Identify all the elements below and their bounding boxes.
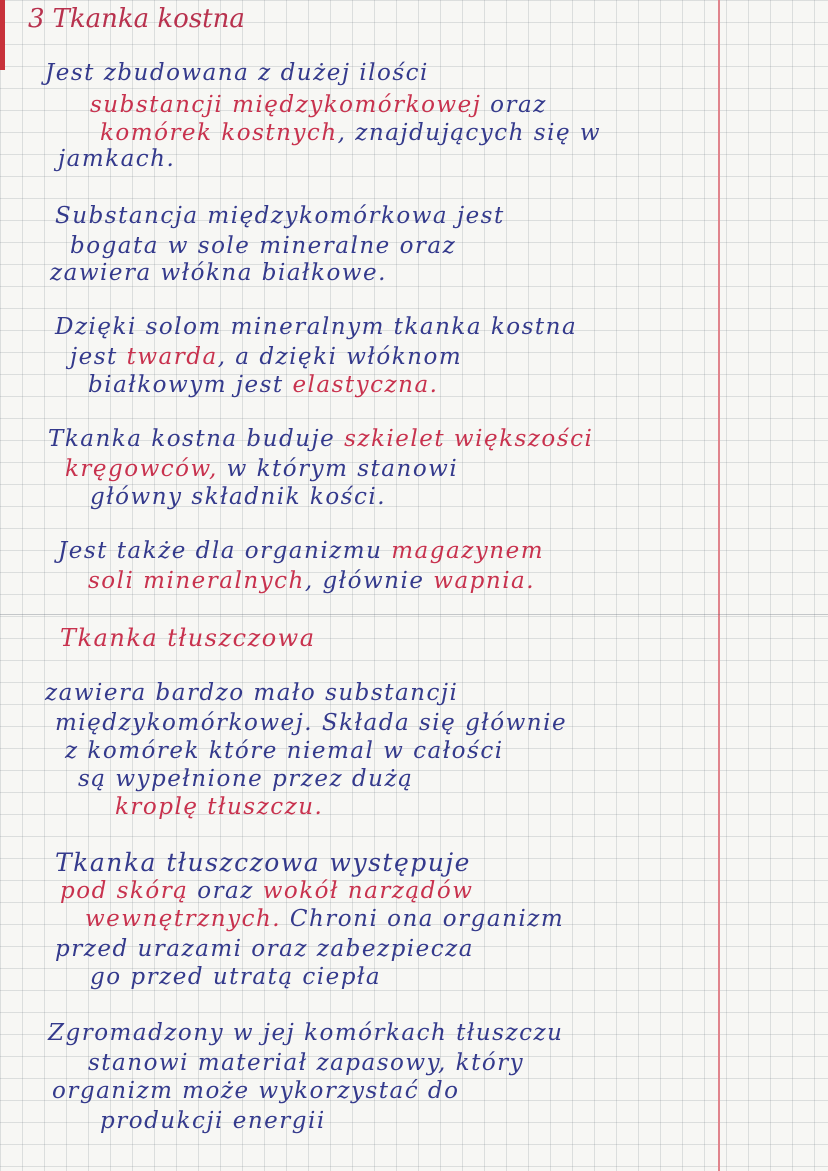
s1-p5-line1-b: magazynem [391,538,545,564]
s1-p5-line2-a: soli mineralnych [88,568,305,594]
s2-p2-line5: go przed utratą ciepła [90,964,382,990]
s2-p2-line3 [85,908,564,931]
s2-p2-line4: przed urazami oraz zabezpiecza [55,936,474,962]
s1-p4-line2-a: kręgowców, [65,456,218,482]
section1-title-text: Tkanka kostna [52,4,245,34]
s1-p3-line2 [70,346,462,369]
binder-edge-mark [0,0,5,70]
s2-p3-line2: stanowi materiał zapasowy, który [88,1050,525,1076]
s2-p1-line2: międzykomórkowej. Składa się głównie [55,710,568,736]
s2-p3-line1: Zgromadzony w jej komórkach tłuszczu [48,1020,564,1046]
s2-p2-line2-b: oraz [197,878,254,904]
s1-p1-line2-blue: oraz [490,92,547,118]
s1-p1-line3 [100,122,601,145]
s1-p3-line3-b: elastyczna. [292,372,439,398]
s1-p1-line4: jamkach. [58,146,176,172]
s1-p3-line2-b: twarda [126,344,218,370]
s1-p3-line2-c: , a dzięki włóknom [217,344,463,370]
page-divider [0,614,828,615]
s1-p4-line2-b: w którym stanowi [226,456,459,482]
s2-p2-line2 [60,880,473,903]
s1-p3-line3 [88,374,439,397]
s1-p3-line1: Dzięki solom mineralnym tkanka kostna [55,314,578,340]
section1-number: 3 [28,4,45,34]
s2-p3-line3: organizm może wykorzystać do [52,1078,460,1104]
s1-p1-line3-blue: , znajdujących się w [337,120,602,146]
margin-line [718,0,720,1171]
s1-p4-line2 [65,458,458,481]
s2-p2-line2-c: wokół narządów [262,878,474,904]
s1-p5-line1 [58,540,544,563]
s1-p2-line1: Substancja międzykomórkowa jest [55,203,505,229]
s1-p5-line2-b: , głównie [304,568,425,594]
s2-p2-line3-b: Chroni ona organizm [289,906,565,932]
s1-p3-line2-a: jest [70,344,118,370]
s1-p2-line3: zawiera włókna białkowe. [50,260,387,286]
s1-p4-line3: główny składnik kości. [90,484,387,510]
s1-p4-line1-b: szkielet większości [344,426,594,452]
s1-p4-line1-a: Tkanka kostna buduje [48,426,336,452]
s2-p1-line4: są wypełnione przez dużą [78,766,414,792]
s1-p1-line1: Jest zbudowana z dużej ilości [45,60,429,86]
s1-p5-line1-a: Jest także dla organizmu [58,538,383,564]
s2-p2-line1: Tkanka tłuszczowa występuje [55,848,471,877]
s2-p2-line3-a: wewnętrznych. [85,906,282,932]
s2-p1-line5: kroplę tłuszczu. [115,794,324,820]
s1-p1-line2 [90,94,547,117]
section2-title: Tkanka tłuszczowa [60,624,316,652]
s1-p1-line2-red: substancji międzykomórkowej [90,92,482,118]
s1-p1-line3-red: komórek kostnych [100,120,338,146]
s2-p1-line1: zawiera bardzo mało substancji [45,680,459,706]
s1-p4-line1 [48,428,593,451]
s1-p5-line2-c: wapnia. [433,568,536,594]
s1-p5-line2 [88,570,535,593]
s1-p3-line3-a: białkowym jest [88,372,284,398]
s2-p3-line4: produkcji energii [100,1108,326,1134]
section1-title [28,4,245,34]
s1-p2-line2: bogata w sole mineralne oraz [70,233,457,259]
s2-p1-line3: z komórek które niemal w całości [65,738,504,764]
s2-p2-line2-a: pod skórą [60,878,189,904]
